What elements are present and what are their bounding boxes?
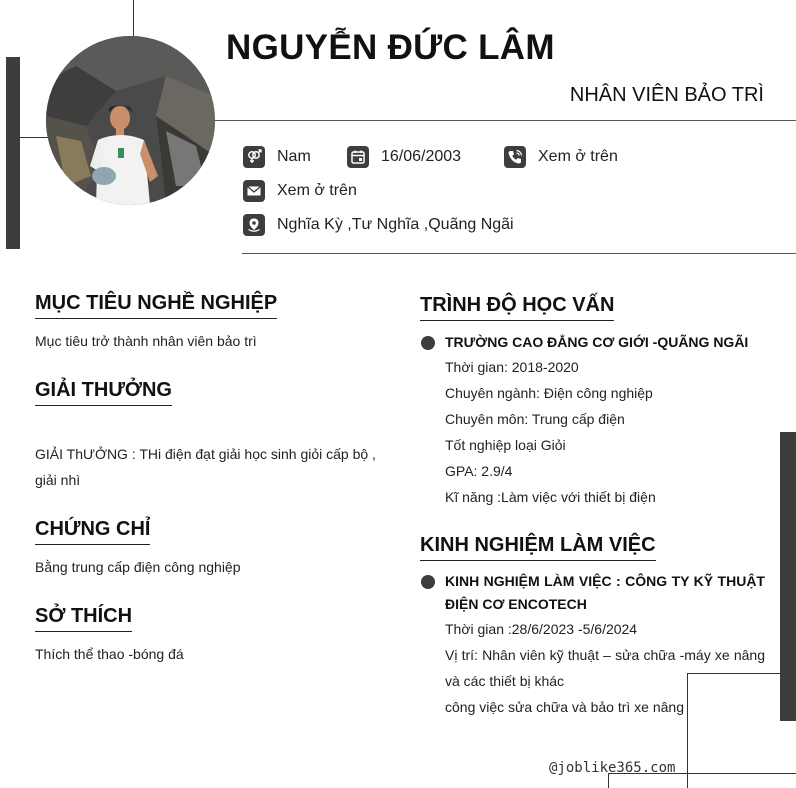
certificates-title: CHỨNG CHỈ xyxy=(35,518,150,545)
right-accent-bar xyxy=(780,432,796,721)
education-item xyxy=(445,331,765,510)
experience-bullet xyxy=(421,575,435,589)
birthdate-text: 16/06/2003 xyxy=(381,148,462,165)
contact-address xyxy=(243,213,514,237)
awards-section xyxy=(35,379,385,493)
hobbies-section xyxy=(35,605,385,667)
objective-section xyxy=(35,292,385,354)
education-line: Thời gian: 2018-2020 xyxy=(445,359,579,375)
avatar xyxy=(46,36,215,205)
experience-section xyxy=(420,534,765,561)
watermark: @joblike365.com xyxy=(549,760,676,776)
email-text: Xem ở trên xyxy=(277,182,357,199)
education-line: Tốt nghiệp loại Giỏi xyxy=(445,437,566,453)
gender-icon xyxy=(243,146,265,168)
education-title: TRÌNH ĐỘ HỌC VẤN xyxy=(420,294,614,321)
phone-text: Xem ở trên xyxy=(538,148,618,165)
certificates-section xyxy=(35,518,385,580)
hobbies-text: Thích thể thao -bóng đá xyxy=(35,646,184,662)
hobbies-title: SỞ THÍCH xyxy=(35,605,132,632)
objective-title: MỤC TIÊU NGHỀ NGHIỆP xyxy=(35,292,277,319)
header-divider xyxy=(215,120,796,121)
job-title: NHÂN VIÊN BẢO TRÌ xyxy=(569,84,764,106)
experience-period: Thời gian :28/6/2023 -5/6/2024 xyxy=(445,621,638,637)
contact-gender xyxy=(243,145,311,169)
address-text: Nghĩa Kỳ ,Tư Nghĩa ,Quãng Ngãi xyxy=(277,216,514,233)
school-name: TRƯỜNG CAO ĐẲNG CƠ GIỚI -QUÃNG NGÃI xyxy=(445,334,749,350)
education-line: Chuyên ngành: Điện công nghiệp xyxy=(445,385,653,401)
left-horizontal-line xyxy=(20,137,48,138)
gender-text: Nam xyxy=(277,148,311,165)
contact-divider xyxy=(242,253,796,254)
calendar-icon xyxy=(347,146,369,168)
left-accent-bar xyxy=(6,57,20,249)
awards-title: GIẢI THƯỞNG xyxy=(35,379,172,406)
experience-position: Vị trí: Nhân viên kỹ thuật – sửa chữa -máy xe nâng và các thiết bị khác xyxy=(445,647,765,689)
candidate-name: NGUYỄN ĐỨC LÂM xyxy=(226,28,555,67)
phone-icon xyxy=(504,146,526,168)
contact-phone xyxy=(504,145,618,169)
location-pin-icon xyxy=(243,214,265,236)
company-name: KINH NGHIỆM LÀM VIỆC : CÔNG TY KỸ THUẬT ĐIỆN CƠ ENCOTECH xyxy=(445,573,765,612)
education-bullet xyxy=(421,336,435,350)
email-icon xyxy=(243,180,265,202)
education-section xyxy=(420,294,765,321)
certificates-text: Bằng trung cấp điện công nghiệp xyxy=(35,559,241,575)
education-line: Kĩ năng :Làm việc với thiết bị điện xyxy=(445,489,656,505)
experience-item xyxy=(445,570,765,720)
contact-email xyxy=(243,179,357,203)
education-line: Chuyên môn: Trung cấp điện xyxy=(445,411,625,427)
experience-duty: công việc sửa chữa và bảo trì xe nâng xyxy=(445,699,684,715)
objective-text: Mục tiêu trở thành nhân viên bảo trì xyxy=(35,333,257,349)
awards-text: GIẢI ThƯỞNG : THi điện đạt giải học sinh giỏi cấp bộ , giải nhì xyxy=(35,446,376,488)
top-vertical-line xyxy=(133,0,134,40)
contact-birthdate xyxy=(347,145,461,169)
education-line: GPA: 2.9/4 xyxy=(445,463,513,479)
experience-title: KINH NGHIỆM LÀM VIỆC xyxy=(420,534,656,561)
